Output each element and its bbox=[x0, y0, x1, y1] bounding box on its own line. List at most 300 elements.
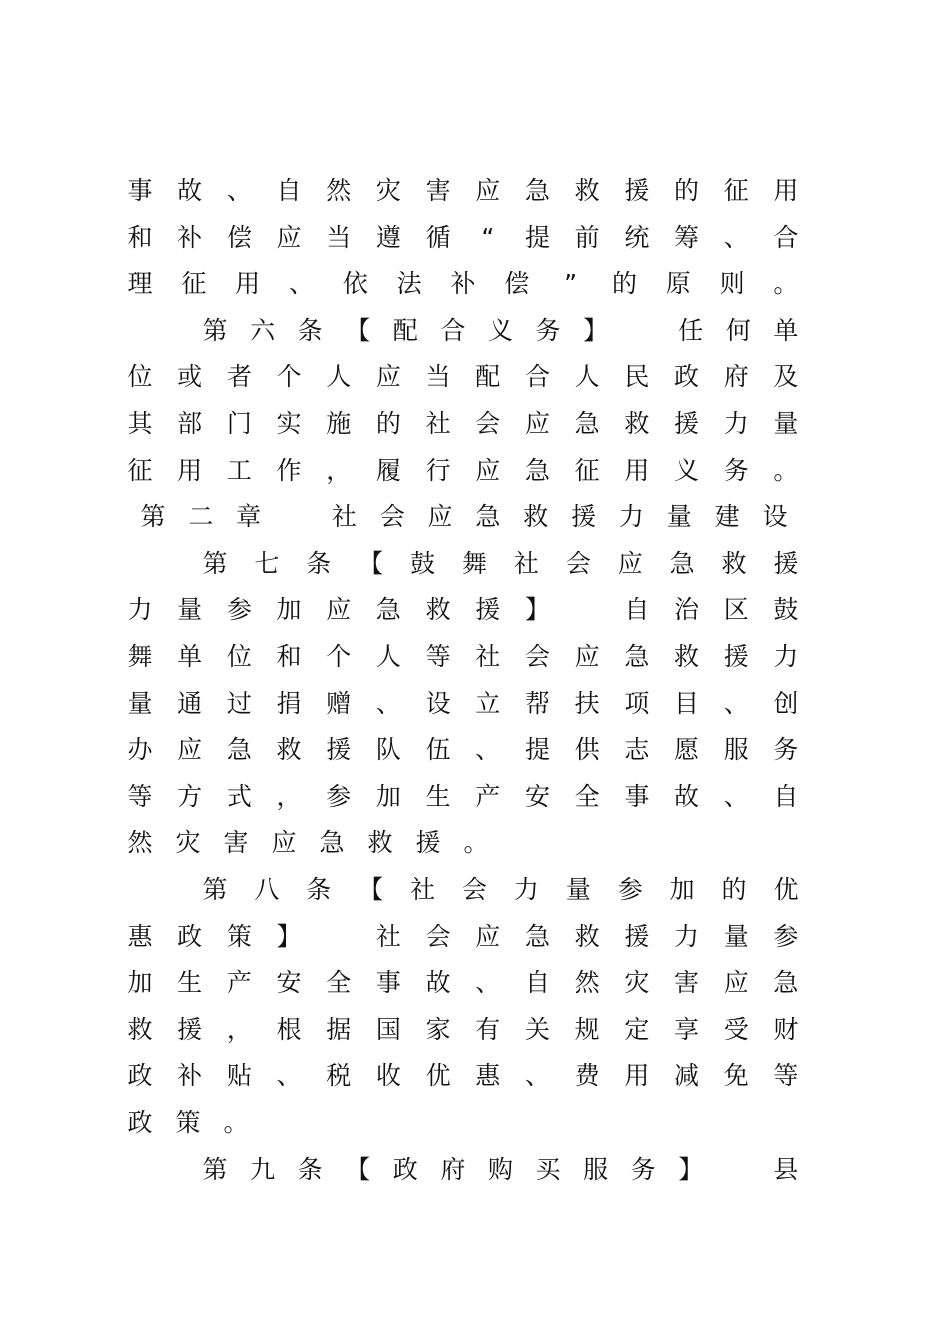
text-char: 救 bbox=[425, 595, 451, 625]
text-char: 急 bbox=[624, 642, 650, 671]
text-char: 部 bbox=[177, 409, 203, 438]
text-char: 。 bbox=[773, 269, 799, 299]
text-char: 方 bbox=[177, 781, 203, 811]
text-char: 人 bbox=[574, 362, 600, 392]
text-char: 用 bbox=[235, 269, 261, 299]
text-char: 当 bbox=[326, 222, 352, 252]
text-char: 害 bbox=[674, 968, 700, 998]
text-char: 减 bbox=[674, 1061, 700, 1091]
text-char: 提 bbox=[524, 735, 550, 765]
text-line bbox=[127, 730, 799, 770]
text-line bbox=[127, 171, 799, 211]
text-line bbox=[127, 1010, 799, 1050]
text-char: 费 bbox=[574, 1061, 600, 1091]
text-char: 供 bbox=[574, 735, 600, 765]
text-char: 定 bbox=[624, 1014, 650, 1044]
text-char: 人 bbox=[326, 362, 352, 392]
text-char: 条 bbox=[306, 875, 332, 904]
text-char: 买 bbox=[535, 1154, 561, 1184]
text-char: 应 bbox=[271, 828, 297, 858]
text-char: “ bbox=[481, 222, 495, 252]
text-char: 实 bbox=[276, 409, 302, 438]
text-char: 务 bbox=[723, 455, 749, 485]
text-char: 急 bbox=[773, 968, 799, 998]
text-char: 优 bbox=[425, 1061, 451, 1091]
text-char: 享 bbox=[674, 1014, 700, 1044]
text-line bbox=[127, 963, 799, 1003]
text-char: 急 bbox=[524, 176, 550, 205]
text-char: 章 bbox=[236, 502, 262, 532]
text-char: 急 bbox=[574, 409, 600, 438]
text-char: 应 bbox=[326, 595, 352, 625]
text-char: 应 bbox=[617, 548, 643, 578]
text-char: 故 bbox=[674, 781, 700, 811]
text-char: 惠 bbox=[475, 1061, 501, 1091]
text-char: 民 bbox=[624, 362, 650, 392]
text-char: 、 bbox=[276, 1061, 302, 1091]
text-char: 关 bbox=[524, 1014, 550, 1044]
text-char: 参 bbox=[617, 875, 643, 904]
text-char: 援 bbox=[674, 409, 700, 438]
text-char: 合 bbox=[440, 315, 466, 345]
text-char: 征 bbox=[127, 455, 153, 485]
text-char: 【 bbox=[345, 1154, 371, 1184]
text-char: 的 bbox=[611, 269, 637, 299]
text-char: 】 bbox=[524, 595, 550, 625]
text-char: 量 bbox=[666, 502, 692, 532]
text-char: 用 bbox=[773, 176, 799, 205]
text-char: 安 bbox=[276, 968, 302, 998]
text-char: 第 bbox=[140, 502, 166, 532]
text-char: 条 bbox=[297, 1154, 323, 1184]
text-char: 第 bbox=[202, 548, 228, 578]
text-char: 灾 bbox=[375, 176, 401, 205]
text-char: 量 bbox=[177, 595, 203, 625]
text-char: 援 bbox=[475, 595, 501, 625]
text-char: 产 bbox=[475, 781, 501, 811]
text-char: 生 bbox=[177, 968, 203, 998]
text-char: 治 bbox=[674, 595, 700, 625]
text-char: 捐 bbox=[276, 688, 302, 718]
text-char: 府 bbox=[440, 1154, 466, 1184]
text-char: 急 bbox=[319, 828, 345, 858]
text-char: 应 bbox=[723, 968, 749, 998]
text-char: 贴 bbox=[226, 1061, 252, 1091]
text-char: 灾 bbox=[624, 968, 650, 998]
text-char: 应 bbox=[524, 409, 550, 438]
text-char: 第 bbox=[202, 1154, 228, 1184]
text-char: 据 bbox=[326, 1014, 352, 1044]
text-char: 援 bbox=[723, 642, 749, 671]
text-char: 征 bbox=[181, 269, 207, 299]
text-char: 、 bbox=[723, 222, 749, 252]
text-char: 统 bbox=[624, 222, 650, 252]
text-char: 全 bbox=[574, 781, 600, 811]
text-char: 【 bbox=[358, 875, 384, 904]
text-char: ， bbox=[226, 1014, 252, 1044]
text-char: 八 bbox=[254, 875, 280, 904]
text-char: 加 bbox=[127, 968, 153, 998]
text-char: 。 bbox=[773, 455, 799, 485]
text-char: 配 bbox=[475, 362, 501, 392]
text-char: 创 bbox=[773, 688, 799, 718]
text-char: 队 bbox=[375, 735, 401, 765]
text-char: 自 bbox=[276, 176, 302, 205]
text-char: 灾 bbox=[175, 828, 201, 858]
text-char: 者 bbox=[226, 362, 252, 392]
text-char: 、 bbox=[288, 269, 314, 299]
text-char: 和 bbox=[127, 222, 153, 252]
text-char: 力 bbox=[127, 595, 153, 625]
text-char: 筹 bbox=[674, 222, 700, 252]
text-line bbox=[127, 1103, 799, 1143]
text-char: 急 bbox=[475, 502, 501, 532]
text-char: 】 bbox=[583, 315, 609, 345]
text-char: 政 bbox=[674, 362, 700, 392]
text-char: 惠 bbox=[127, 921, 153, 951]
text-line bbox=[202, 544, 799, 584]
text-char: 七 bbox=[254, 548, 280, 578]
text-char: 理 bbox=[127, 269, 153, 299]
text-char: 急 bbox=[226, 735, 252, 765]
text-char: 通 bbox=[177, 688, 203, 718]
text-char: 加 bbox=[669, 875, 695, 904]
text-char: 策 bbox=[226, 921, 252, 951]
chapter-heading bbox=[140, 497, 788, 537]
text-char: 帮 bbox=[524, 688, 550, 718]
text-char: 救 bbox=[276, 735, 302, 765]
text-char: 合 bbox=[524, 362, 550, 392]
text-char: 应 bbox=[276, 222, 302, 252]
text-char: 舞 bbox=[462, 548, 488, 578]
text-char: 项 bbox=[624, 688, 650, 718]
text-char: 、 bbox=[375, 688, 401, 718]
text-char: 合 bbox=[773, 222, 799, 252]
text-char: 然 bbox=[127, 828, 153, 858]
text-char: 伍 bbox=[425, 735, 451, 765]
text-char: 、 bbox=[475, 735, 501, 765]
text-char: 救 bbox=[624, 409, 650, 438]
text-char: 其 bbox=[127, 409, 153, 438]
text-char: 第 bbox=[202, 315, 228, 345]
text-char: 社 bbox=[375, 921, 401, 951]
text-char: 参 bbox=[326, 781, 352, 811]
text-char: 条 bbox=[297, 315, 323, 345]
text-char: 收 bbox=[375, 1061, 401, 1091]
text-char: 义 bbox=[487, 315, 513, 345]
text-char: 目 bbox=[674, 688, 700, 718]
text-char: 害 bbox=[223, 828, 249, 858]
text-char: 位 bbox=[226, 642, 252, 671]
text-char: 故 bbox=[425, 968, 451, 998]
text-char: 援 bbox=[571, 502, 597, 532]
text-char: 志 bbox=[624, 735, 650, 765]
text-char: 事 bbox=[127, 176, 153, 205]
text-char: 补 bbox=[177, 222, 203, 252]
text-char: 建 bbox=[714, 502, 740, 532]
text-char: 务 bbox=[535, 315, 561, 345]
text-char: 务 bbox=[773, 735, 799, 765]
text-char: 等 bbox=[773, 1061, 799, 1091]
text-char: 赠 bbox=[326, 688, 352, 718]
text-char: 援 bbox=[773, 548, 799, 578]
text-char: 任 bbox=[678, 315, 704, 345]
text-char: 、 bbox=[723, 688, 749, 718]
text-char: 征 bbox=[574, 455, 600, 485]
text-char: 等 bbox=[425, 642, 451, 671]
text-char: 条 bbox=[306, 548, 332, 578]
text-char: 服 bbox=[723, 735, 749, 765]
text-char: 政 bbox=[127, 1061, 153, 1091]
text-char: 然 bbox=[574, 968, 600, 998]
text-char: 救 bbox=[523, 502, 549, 532]
text-char: 履 bbox=[375, 455, 401, 485]
text-char: 援 bbox=[326, 735, 352, 765]
text-char: 政 bbox=[392, 1154, 418, 1184]
text-char: 应 bbox=[427, 502, 453, 532]
text-char: 根 bbox=[276, 1014, 302, 1044]
text-char: 应 bbox=[475, 921, 501, 951]
text-char: 有 bbox=[475, 1014, 501, 1044]
text-char: 应 bbox=[475, 176, 501, 205]
text-char: 参 bbox=[773, 921, 799, 951]
text-char: 提 bbox=[524, 222, 550, 252]
text-char: 安 bbox=[524, 781, 550, 811]
text-char: 会 bbox=[379, 502, 405, 532]
text-char: 财 bbox=[773, 1014, 799, 1044]
text-char: ， bbox=[276, 781, 302, 811]
text-char: 【 bbox=[345, 315, 371, 345]
text-char: 生 bbox=[425, 781, 451, 811]
text-char: ， bbox=[326, 455, 352, 485]
text-char: 全 bbox=[326, 968, 352, 998]
text-char: 和 bbox=[276, 642, 302, 671]
text-char: 救 bbox=[721, 548, 747, 578]
text-char: 受 bbox=[723, 1014, 749, 1044]
text-char: 量 bbox=[565, 875, 591, 904]
text-line bbox=[127, 218, 799, 258]
text-char: 自 bbox=[773, 781, 799, 811]
text-char: 门 bbox=[226, 409, 252, 438]
text-char: 害 bbox=[425, 176, 451, 205]
text-char: 加 bbox=[276, 595, 302, 625]
text-char: 式 bbox=[226, 781, 252, 811]
text-char: 的 bbox=[674, 176, 700, 205]
text-char: 等 bbox=[127, 781, 153, 811]
text-char: 急 bbox=[524, 921, 550, 951]
text-char: 单 bbox=[177, 642, 203, 671]
text-char: 前 bbox=[574, 222, 600, 252]
text-char: 然 bbox=[326, 176, 352, 205]
text-char: 务 bbox=[630, 1154, 656, 1184]
text-char: 二 bbox=[188, 502, 214, 532]
text-char: 事 bbox=[375, 968, 401, 998]
text-line bbox=[127, 637, 799, 677]
text-char: 鼓 bbox=[773, 595, 799, 625]
text-char: 过 bbox=[226, 688, 252, 718]
text-char: 】 bbox=[678, 1154, 704, 1184]
text-char: 会 bbox=[462, 875, 488, 904]
text-char: 当 bbox=[425, 362, 451, 392]
text-char: 社 bbox=[475, 642, 501, 671]
text-char: 力 bbox=[618, 502, 644, 532]
text-char: 政 bbox=[127, 1108, 153, 1137]
text-char: 援 bbox=[624, 176, 650, 205]
text-char: 救 bbox=[574, 176, 600, 205]
text-char: 用 bbox=[177, 455, 203, 485]
text-char: 急 bbox=[669, 548, 695, 578]
text-char: 依 bbox=[342, 269, 368, 299]
text-char: 行 bbox=[425, 455, 451, 485]
text-char: 征 bbox=[723, 176, 749, 205]
text-char: 故 bbox=[177, 176, 203, 205]
text-char: 设 bbox=[762, 502, 788, 532]
text-char: 购 bbox=[487, 1154, 513, 1184]
text-char: 税 bbox=[326, 1061, 352, 1091]
text-char: 施 bbox=[326, 409, 352, 438]
text-char: 家 bbox=[425, 1014, 451, 1044]
text-char: 单 bbox=[773, 315, 799, 345]
text-char: 力 bbox=[773, 642, 799, 671]
text-char: 事 bbox=[624, 781, 650, 811]
text-line bbox=[127, 777, 799, 817]
text-char: 社 bbox=[425, 409, 451, 438]
text-char: 】 bbox=[276, 921, 302, 951]
text-char: 愿 bbox=[674, 735, 700, 765]
text-char: 及 bbox=[773, 362, 799, 392]
text-char: 人 bbox=[375, 642, 401, 671]
text-char: 国 bbox=[375, 1014, 401, 1044]
text-char: 加 bbox=[375, 781, 401, 811]
text-line bbox=[202, 870, 799, 910]
text-char: 原 bbox=[665, 269, 691, 299]
text-line bbox=[127, 264, 799, 304]
text-char: 量 bbox=[723, 921, 749, 951]
text-line bbox=[127, 823, 799, 863]
text-char: 服 bbox=[583, 1154, 609, 1184]
text-char: 援 bbox=[415, 828, 441, 858]
text-char: 补 bbox=[177, 1061, 203, 1091]
text-char: 鼓 bbox=[410, 548, 436, 578]
text-char: ” bbox=[564, 269, 578, 299]
text-char: 用 bbox=[624, 1061, 650, 1091]
text-char: 工 bbox=[226, 455, 252, 485]
text-char: 社 bbox=[331, 502, 357, 532]
text-char: 规 bbox=[574, 1014, 600, 1044]
text-char: 县 bbox=[773, 1154, 799, 1184]
text-char: 自 bbox=[624, 595, 650, 625]
text-char: 位 bbox=[127, 362, 153, 392]
text-char: 偿 bbox=[504, 269, 530, 299]
text-char: 的 bbox=[375, 409, 401, 438]
text-char: 个 bbox=[326, 642, 352, 671]
text-char: 。 bbox=[463, 828, 489, 858]
text-char: 九 bbox=[250, 1154, 276, 1184]
text-char: 急 bbox=[524, 455, 550, 485]
text-char: 立 bbox=[475, 688, 501, 718]
text-char: 个 bbox=[276, 362, 302, 392]
text-char: 办 bbox=[127, 735, 153, 765]
text-char: 。 bbox=[223, 1108, 249, 1137]
text-char: 社 bbox=[410, 875, 436, 904]
text-char: 救 bbox=[367, 828, 393, 858]
text-char: 参 bbox=[226, 595, 252, 625]
text-char: 六 bbox=[250, 315, 276, 345]
text-char: 用 bbox=[624, 455, 650, 485]
text-char: 社 bbox=[513, 548, 539, 578]
text-line bbox=[127, 404, 799, 444]
text-char: 法 bbox=[396, 269, 422, 299]
text-char: 会 bbox=[565, 548, 591, 578]
text-char: 偿 bbox=[226, 222, 252, 252]
text-char: 优 bbox=[773, 875, 799, 904]
text-char: 力 bbox=[674, 921, 700, 951]
text-line bbox=[202, 311, 799, 351]
text-char: 、 bbox=[723, 781, 749, 811]
text-char: 补 bbox=[450, 269, 476, 299]
text-char: 力 bbox=[723, 409, 749, 438]
text-char: 义 bbox=[674, 455, 700, 485]
text-char: 应 bbox=[574, 642, 600, 671]
text-char: 或 bbox=[177, 362, 203, 392]
text-char: 作 bbox=[276, 455, 302, 485]
text-char: 会 bbox=[475, 409, 501, 438]
text-line bbox=[127, 917, 799, 957]
text-char: 、 bbox=[226, 176, 252, 205]
text-char: 政 bbox=[177, 921, 203, 951]
text-char: 救 bbox=[574, 921, 600, 951]
text-line bbox=[202, 1150, 799, 1190]
text-char: 应 bbox=[177, 735, 203, 765]
text-char: 策 bbox=[175, 1108, 201, 1137]
text-char: 量 bbox=[773, 409, 799, 438]
text-char: 何 bbox=[725, 315, 751, 345]
text-char: 设 bbox=[425, 688, 451, 718]
text-char: 区 bbox=[723, 595, 749, 625]
text-char: 应 bbox=[475, 455, 501, 485]
text-char: 免 bbox=[723, 1061, 749, 1091]
text-line bbox=[127, 357, 799, 397]
text-char: 援 bbox=[177, 1014, 203, 1044]
text-char: 遵 bbox=[375, 222, 401, 252]
text-char: 第 bbox=[202, 875, 228, 904]
text-char: 救 bbox=[674, 642, 700, 671]
text-char: 救 bbox=[127, 1014, 153, 1044]
text-char: 配 bbox=[392, 315, 418, 345]
text-char: 应 bbox=[375, 362, 401, 392]
text-line bbox=[127, 590, 799, 630]
text-char: 、 bbox=[524, 1061, 550, 1091]
text-char: 力 bbox=[513, 875, 539, 904]
text-char: 、 bbox=[475, 968, 501, 998]
text-char: 产 bbox=[226, 968, 252, 998]
text-line bbox=[127, 684, 799, 724]
text-line bbox=[127, 1056, 799, 1096]
text-char: 量 bbox=[127, 688, 153, 718]
text-char: 则 bbox=[719, 269, 745, 299]
text-line bbox=[127, 451, 799, 491]
text-char: 的 bbox=[721, 875, 747, 904]
text-char: 【 bbox=[358, 548, 384, 578]
text-char: 会 bbox=[425, 921, 451, 951]
text-char: 府 bbox=[723, 362, 749, 392]
text-char: 循 bbox=[425, 222, 451, 252]
text-char: 急 bbox=[375, 595, 401, 625]
text-char: 会 bbox=[524, 642, 550, 671]
text-char: 扶 bbox=[574, 688, 600, 718]
text-char: 援 bbox=[624, 921, 650, 951]
text-char: 舞 bbox=[127, 642, 153, 671]
